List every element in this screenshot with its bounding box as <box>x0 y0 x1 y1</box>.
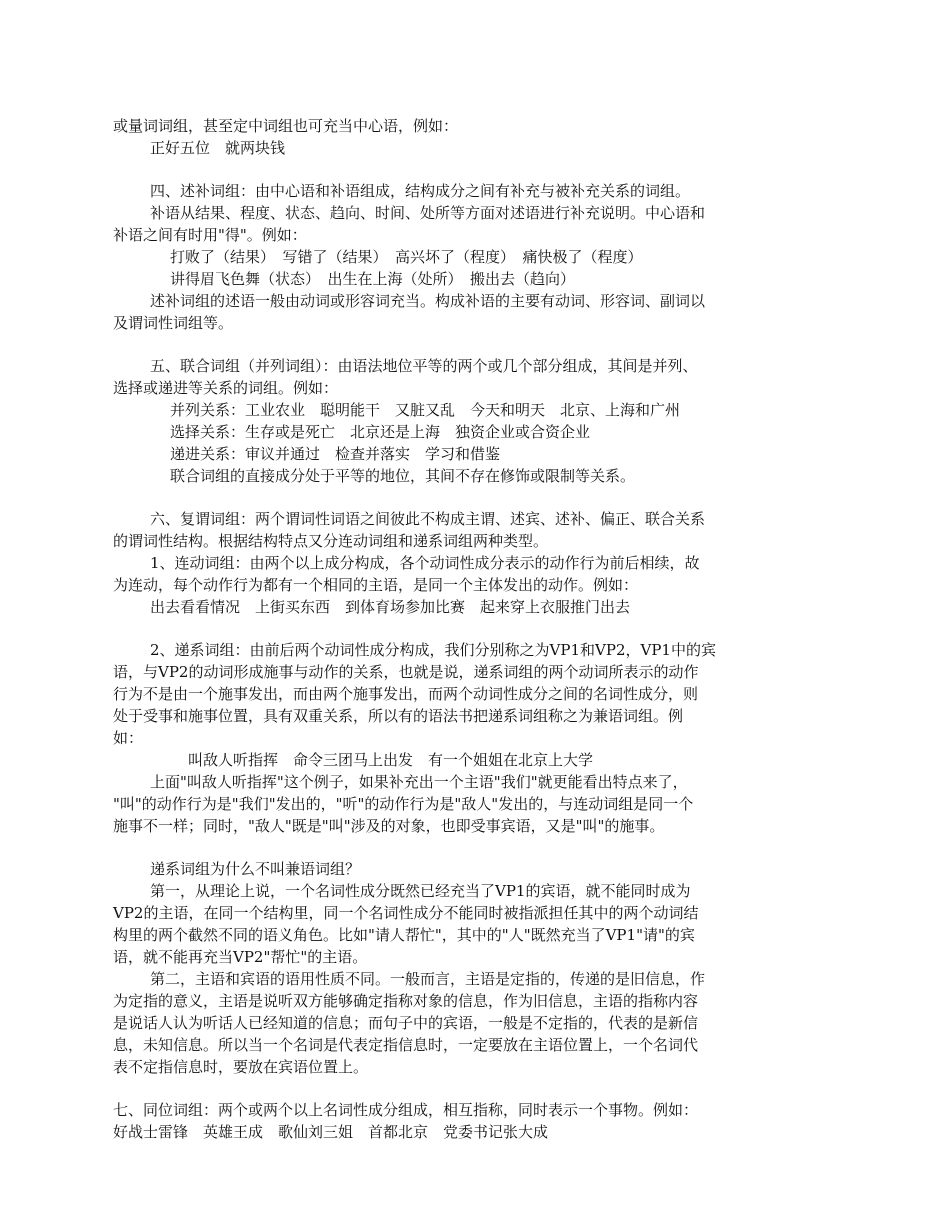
text-line: 构里的两个截然不同的语义角色。比如"请人帮忙"，其中的"人"既然充当了VP1"请"的宾 <box>113 926 695 944</box>
text-line: 1、连动词组：由两个以上成分构成，各个动词性成分表示的动作行为前后相续，故 <box>150 554 700 572</box>
text-line: 施事不一样；同时，"敌人"既是"叫"涉及的对象，也即受事宾语，又是"叫"的施事。 <box>113 817 665 835</box>
text-line: 联合词组的直接成分处于平等的地位，其间不存在修饰或限制等关系。 <box>170 467 636 485</box>
text-line: 递进关系：审议并通过 检查并落实 学习和借鉴 <box>170 445 501 463</box>
text-line: 叫敌人听指挥 命令三团马上出发 有一个姐姐在北京上大学 <box>188 751 594 769</box>
text-line: 七、同位词组：两个或两个以上名词性成分组成，相互指称，同时表示一个事物。例如： <box>113 1101 699 1119</box>
text-line: 补语从结果、程度、状态、趋向、时间、处所等方面对述语进行补充说明。中心语和 <box>150 204 706 222</box>
text-line: 四、述补词组：由中心语和补语组成，结构成分之间有补充与被补充关系的词组。 <box>150 182 691 200</box>
text-line: 讲得眉飞色舞（状态） 出生在上海（处所） 搬出去（趋向） <box>170 270 576 288</box>
text-line: 语，与VP2的动词形成施事与动作的关系，也就是说，递系词组的两个动词所表示的动作 <box>113 663 699 681</box>
text-line: 2、递系词组：由前后两个动词性成分构成，我们分别称之为VP1和VP2，VP1中的宾 <box>150 641 716 659</box>
text-line: 或量词词组，甚至定中词组也可充当中心语，例如： <box>113 117 459 135</box>
text-line: 第二，主语和宾语的语用性质不同。一般而言，主语是定指的，传递的是旧信息，作 <box>150 970 706 988</box>
text-line: 并列关系：工业农业 聪明能干 又脏又乱 今天和明天 北京、上海和广州 <box>170 401 681 419</box>
text-line: 述补词组的述语一般由动词或形容词充当。构成补语的主要有动词、形容词、副词以 <box>150 292 706 310</box>
text-line: 六、复谓词组：两个谓词性词语之间彼此不构成主谓、述宾、述补、偏正、联合关系 <box>150 510 706 528</box>
text-line: VP2的主语，在同一个结构里，同一个名词性成分不能同时被指派担任其中的两个动词结 <box>113 904 699 922</box>
text-line: 语，就不能再充当VP2"帮忙"的主语。 <box>113 948 368 966</box>
text-line: 息，未知信息。所以当一个名词是代表定指信息时，一定要放在主语位置上，一个名词代 <box>113 1036 699 1054</box>
text-line: 为连动，每个动作行为都有一个相同的主语，是同一个主体发出的动作。例如： <box>113 576 639 594</box>
text-line: 打败了（结果） 写错了（结果） 高兴坏了（程度） 痛快极了（程度） <box>170 248 643 266</box>
text-line: 第一，从理论上说，一个名词性成分既然已经充当了VP1的宾语，就不能同时成为 <box>150 882 691 900</box>
text-line: "叫"的动作行为是"我们"发出的，"听"的动作行为是"敌人"发出的，与连动词组是同一个 <box>113 795 694 813</box>
text-line: 上面"叫敌人听指挥"这个例子，如果补充出一个主语"我们"就更能看出特点来了， <box>150 773 688 791</box>
text-line: 如： <box>113 729 144 747</box>
text-line: 处于受事和施事位置，具有双重关系，所以有的语法书把递系词组称之为兼语词组。例 <box>113 707 684 725</box>
text-line: 正好五位 就两块钱 <box>150 139 286 157</box>
text-line: 出去看看情况 上街买东西 到体育场参加比赛 起来穿上衣服推门出去 <box>150 598 631 616</box>
text-line: 的谓词性结构。根据结构特点又分连动词组和递系词组两种类型。 <box>113 532 549 550</box>
text-line: 是说话人认为听话人已经知道的信息；而句子中的宾语，一般是不定指的，代表的是新信 <box>113 1014 699 1032</box>
text-line: 行为不是由一个施事发出，而由两个施事发出，而两个动词性成分之间的名词性成分，则 <box>113 685 699 703</box>
text-line: 好战士雷锋 英雄王成 歌仙刘三姐 首都北京 党委书记张大成 <box>113 1123 549 1141</box>
text-line: 为定指的意义，主语是说听双方能够确定指称对象的信息，作为旧信息，主语的指称内容 <box>113 992 699 1010</box>
text-line: 递系词组为什么不叫兼语词组？ <box>150 860 361 878</box>
text-line: 表不定指信息时，要放在宾语位置上。 <box>113 1058 369 1076</box>
text-line: 五、联合词组（并列词组）：由语法地位平等的两个或几个部分组成，其间是并列、 <box>150 357 698 375</box>
text-line: 选择关系：生存或是死亡 北京还是上海 独资企业或合资企业 <box>170 423 591 441</box>
text-line: 补语之间有时用"得"。例如： <box>113 226 307 244</box>
text-line: 选择或递进等关系的词组。例如： <box>113 379 339 397</box>
text-line: 及谓词性词组等。 <box>113 314 234 332</box>
